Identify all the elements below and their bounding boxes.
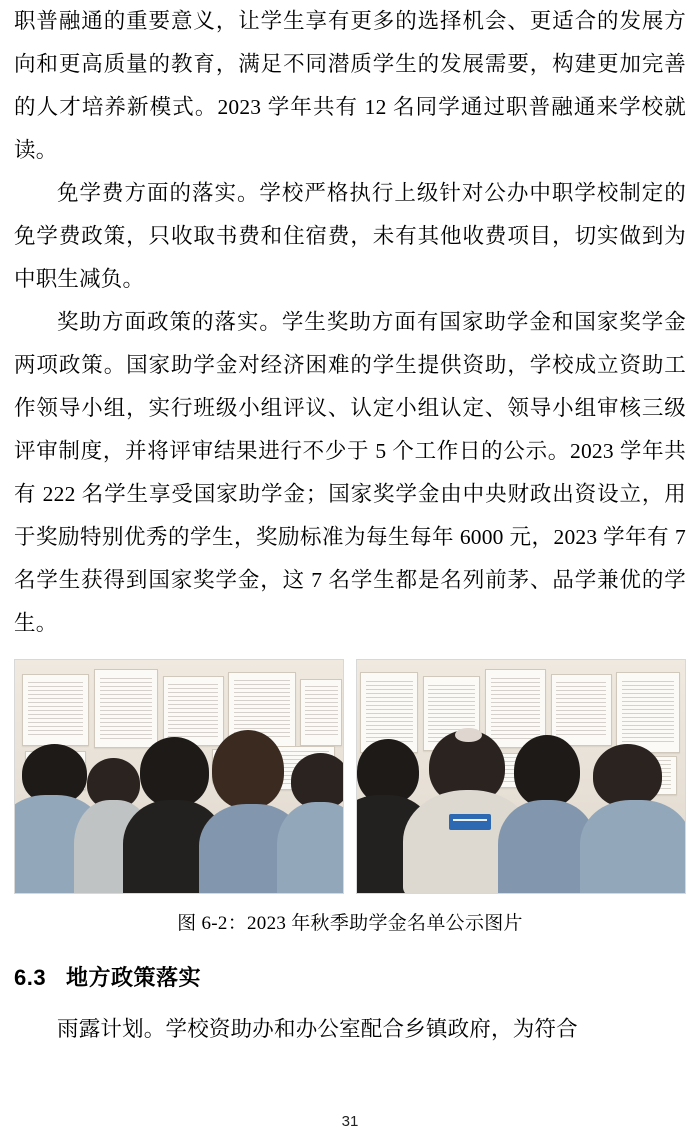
notice-sheet: [163, 676, 224, 746]
figure-caption: 图 6-2：2023 年秋季助学金名单公示图片: [177, 913, 523, 934]
section-paragraph: 雨露计划。学校资助办和办公室配合乡镇政府，为符合: [57, 1017, 578, 1041]
person-head: [291, 753, 344, 809]
paragraph-2: 免学费方面的落实。学校严格执行上级针对公办中职学校制定的免学费政策，只收取书费和住宿费，未有其他收费项目，切实做到为中职生减负。: [14, 181, 686, 291]
notice-sheet: [551, 674, 612, 746]
section-body-text: [14, 1008, 686, 1051]
person-body: [277, 802, 344, 894]
notice-sheet: [22, 674, 90, 746]
notice-sheet: [94, 669, 158, 748]
person-head: [593, 744, 662, 807]
section-number: 6.3: [14, 965, 47, 990]
page-number: 31: [341, 1113, 359, 1130]
notice-board-wall-right: [357, 660, 685, 893]
clothing-brand-tag: [449, 814, 492, 830]
photo-students-reading-notice-board-left: [14, 659, 344, 894]
paragraph-3: 奖助方面政策的落实。学生奖助方面有国家助学金和国家奖学金两项政策。国家助学金对经济困难的学生提供资助，学校成立资助工作领导小组，实行班级小组评议、认定小组认定、领导小组审核三级评审制度，并将评审结果进行不少于 5 个工作日的公示。2023 学年共有 222 名学生享受国家助学金；国家奖学金由中央财政出资设立，用于奖励特别优秀的学生，奖励标准为每生每年 6000 元，2023 学年有 7 名学生获得到国家奖学金，这 7 名学生都是名列前茅、品学兼优的学生。: [14, 310, 686, 635]
section-title: 地方政策落实: [65, 965, 201, 990]
hair-scrunchie: [455, 728, 481, 742]
section-heading-6-3: [14, 961, 686, 992]
person-head: [514, 735, 580, 807]
paragraph-1: 职普融通的重要意义，让学生享有更多的选择机会、更适合的发展方向和更高质量的教育，满足不同潜质学生的发展需要，构建更加完善的人才培养新模式。2023 学年共有 12 名同学通过职普融通来学校就读。: [14, 9, 686, 162]
figure-photo-row: [14, 659, 686, 894]
person-head: [140, 737, 209, 807]
notice-sheet: [616, 672, 680, 753]
photo-students-reading-notice-board-right: [356, 659, 686, 894]
body-text-block: [14, 0, 686, 645]
notice-board-wall-left: [15, 660, 343, 893]
figure-6-2: [14, 659, 686, 935]
person-head: [212, 730, 284, 809]
notice-sheet: [300, 679, 341, 746]
person-body: [580, 800, 686, 894]
